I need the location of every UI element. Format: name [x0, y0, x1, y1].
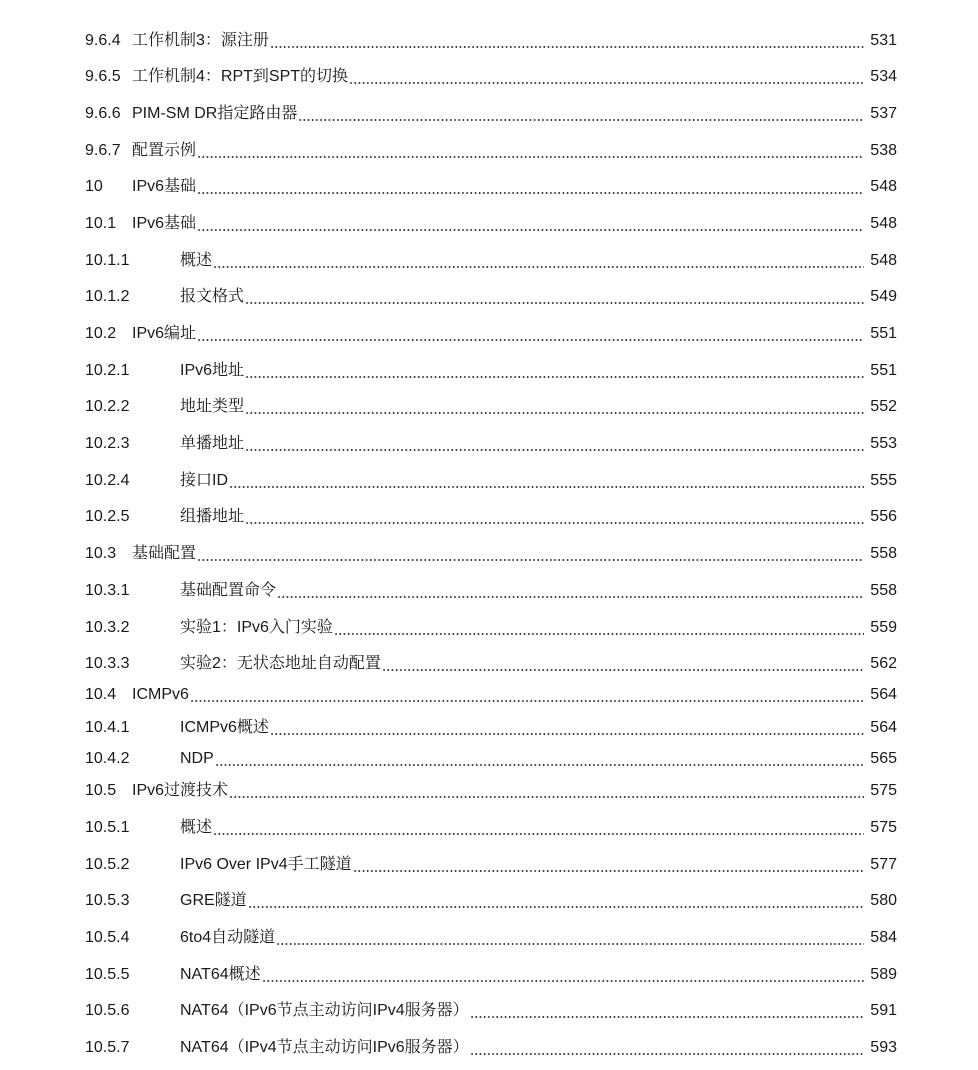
toc-entry-page: 558: [870, 582, 897, 599]
toc-entry-10-2-4[interactable]: [85, 469, 897, 493]
toc-entry-page: 538: [870, 142, 897, 159]
toc-entry-title: IPv6基础: [132, 178, 197, 195]
toc-entry-page: 565: [870, 750, 897, 767]
toc-entry-title: 基础配置命令: [180, 582, 277, 599]
toc-entry-title: NAT64概述: [180, 966, 261, 983]
toc-entry-number: 10.5.3: [85, 892, 130, 909]
toc-entry-number: 10.5.2: [85, 856, 130, 873]
toc-entry-title: 概述: [180, 819, 213, 836]
dot-leader: [213, 816, 864, 840]
toc-entry-title: NDP: [180, 750, 214, 767]
toc-entry-number: 10.2.2: [85, 398, 130, 415]
toc-entry-9-6-5[interactable]: [85, 65, 897, 89]
toc-entry-10-2-3[interactable]: [85, 432, 897, 456]
toc-entry-title: ICMPv6: [132, 686, 189, 703]
dot-leader: [245, 395, 864, 419]
toc-entry-title: IPv6 Over IPv4手工隧道: [180, 856, 352, 873]
dot-leader: [229, 469, 864, 493]
toc-entry-page: 551: [870, 362, 897, 379]
toc-entry-title: 配置示例: [132, 142, 197, 159]
toc-entry-number: 10.2.4: [85, 472, 130, 489]
dot-leader: [270, 29, 864, 53]
toc-entry-page: 548: [870, 252, 897, 269]
toc-entry-number: 10.1: [85, 215, 117, 232]
toc-entry-number: 10.4.1: [85, 719, 130, 736]
toc-entry-10-4[interactable]: [85, 683, 897, 707]
toc-entry-page: 580: [870, 892, 897, 909]
toc-entry-page: 589: [870, 966, 897, 983]
toc-entry-number: 10.2.1: [85, 362, 130, 379]
toc-entry-page: 584: [870, 929, 897, 946]
dot-leader: [334, 616, 864, 640]
toc-entry-number: 9.6.4: [85, 32, 121, 49]
toc-entry-10-3-2[interactable]: [85, 616, 897, 640]
toc-entry-number: 10.2.3: [85, 435, 130, 452]
dot-leader: [213, 249, 864, 273]
toc-entry-page: 551: [870, 325, 897, 342]
dot-leader: [277, 579, 864, 603]
toc-entry-title: IPv6地址: [180, 362, 245, 379]
toc-entry-10-5-2[interactable]: [85, 853, 897, 877]
toc-entry-page: 559: [870, 619, 897, 636]
toc-entry-title: 组播地址: [180, 508, 245, 525]
toc-entry-title: IPv6过渡技术: [132, 782, 229, 799]
toc-entry-page: 556: [870, 508, 897, 525]
toc-entry-title: IPv6基础: [132, 215, 197, 232]
toc-entry-number: 10: [85, 178, 103, 195]
dot-leader: [270, 716, 864, 740]
toc-entry-number: 10.2: [85, 325, 117, 342]
toc-entry-10-5-5[interactable]: [85, 963, 897, 987]
toc-entry-title: 接口ID: [180, 472, 229, 489]
toc-entry-10-4-1[interactable]: [85, 716, 897, 740]
toc-entry-9-6-7[interactable]: [85, 139, 897, 163]
dot-leader: [470, 1036, 864, 1060]
toc-entry-10-2[interactable]: [85, 322, 897, 346]
dot-leader: [229, 779, 864, 803]
toc-entry-title: 报文格式: [180, 288, 245, 305]
dot-leader: [197, 212, 864, 236]
toc-entry-page: 558: [870, 545, 897, 562]
dot-leader: [197, 542, 864, 566]
toc-entry-number: 10.1.2: [85, 288, 130, 305]
toc-entry-9-6-4[interactable]: [85, 29, 897, 53]
dot-leader: [245, 505, 864, 529]
toc-entry-number: 10.5.5: [85, 966, 130, 983]
dot-leader: [197, 139, 864, 163]
toc-entry-10-4-2[interactable]: [85, 747, 897, 771]
dot-leader: [245, 359, 864, 383]
dot-leader: [349, 65, 864, 89]
toc-entry-9-6-6[interactable]: [85, 102, 897, 126]
dot-leader: [197, 322, 864, 346]
toc-entry-number: 9.6.6: [85, 105, 121, 122]
toc-entry-number: 10.3.3: [85, 655, 130, 672]
toc-entry-number: 10.5.6: [85, 1002, 130, 1019]
toc-entry-title: NAT64（IPv6节点主动访问IPv4服务器）: [180, 1002, 469, 1019]
dot-leader: [470, 999, 864, 1023]
toc-entry-10-2-2[interactable]: [85, 395, 897, 419]
toc-entry-title: 实验2：无状态地址自动配置: [180, 655, 381, 672]
toc-entry-title: IPv6编址: [132, 325, 197, 342]
toc-entry-10-3-1[interactable]: [85, 579, 897, 603]
dot-leader: [276, 926, 864, 950]
toc-entry-10-5-6[interactable]: [85, 999, 897, 1023]
toc-entry-number: 10.3.2: [85, 619, 130, 636]
dot-leader: [353, 853, 864, 877]
toc-entry-number: 10.5.7: [85, 1039, 130, 1056]
toc-entry-number: 9.6.7: [85, 142, 121, 159]
toc-entry-page: 577: [870, 856, 897, 873]
toc-entry-10-5-3[interactable]: [85, 889, 897, 913]
toc-entry-title: PIM-SM DR指定路由器: [132, 105, 298, 122]
toc-entry-number: 10.5.1: [85, 819, 130, 836]
toc-entry-page: 575: [870, 782, 897, 799]
toc-entry-page: 593: [870, 1039, 897, 1056]
toc-entry-title: NAT64（IPv4节点主动访问IPv6服务器）: [180, 1039, 469, 1056]
toc-entry-title: 6to4自动隧道: [180, 929, 276, 946]
toc-entry-10-5-7[interactable]: [85, 1036, 897, 1060]
toc-entry-page: 555: [870, 472, 897, 489]
toc-entry-title: ICMPv6概述: [180, 719, 269, 736]
toc-entry-page: 548: [870, 178, 897, 195]
toc-entry-number: 10.5: [85, 782, 117, 799]
dot-leader: [262, 963, 864, 987]
toc-entry-title: GRE隧道: [180, 892, 247, 909]
toc-entry-page: 564: [870, 686, 897, 703]
dot-leader: [215, 747, 864, 771]
toc-entry-number: 10.4: [85, 686, 117, 703]
toc-entry-title: 工作机制4：RPT到SPT的切换: [132, 68, 349, 85]
dot-leader: [190, 683, 864, 707]
toc-entry-page: 562: [870, 655, 897, 672]
toc-entry-number: 10.1.1: [85, 252, 130, 269]
toc-entry-title: 概述: [180, 252, 213, 269]
toc-entry-number: 10.4.2: [85, 750, 130, 767]
dot-leader: [382, 652, 864, 676]
toc-entry-title: 工作机制3：源注册: [132, 32, 269, 49]
toc-entry-page: 549: [870, 288, 897, 305]
toc-entry-page: 534: [870, 68, 897, 85]
toc-entry-10-5-4[interactable]: [85, 926, 897, 950]
toc-entry-title: 实验1：IPv6入门实验: [180, 619, 333, 636]
toc-entry-10-1[interactable]: [85, 212, 897, 236]
toc-entry-number: 9.6.5: [85, 68, 121, 85]
dot-leader: [245, 285, 864, 309]
toc-entry-page: 537: [870, 105, 897, 122]
dot-leader: [248, 889, 864, 913]
toc-entry-number: 10.5.4: [85, 929, 130, 946]
toc-entry-page: 553: [870, 435, 897, 452]
toc-entry-title: 单播地址: [180, 435, 245, 452]
toc-entry-10-5-1[interactable]: [85, 816, 897, 840]
toc-entry-10-1-1[interactable]: [85, 249, 897, 273]
toc-entry-10-2-1[interactable]: [85, 359, 897, 383]
dot-leader: [245, 432, 864, 456]
toc-entry-page: 548: [870, 215, 897, 232]
toc-entry-10-3-3[interactable]: [85, 652, 897, 676]
toc-entry-10-2-5[interactable]: [85, 505, 897, 529]
toc-entry-title: 地址类型: [180, 398, 245, 415]
toc-entry-page: 531: [870, 32, 897, 49]
toc-entry-number: 10.3: [85, 545, 117, 562]
toc-entry-page: 591: [870, 1002, 897, 1019]
toc-entry-page: 575: [870, 819, 897, 836]
dot-leader: [298, 102, 864, 126]
dot-leader: [197, 175, 864, 199]
toc-entry-10-1-2[interactable]: [85, 285, 897, 309]
toc-entry-page: 552: [870, 398, 897, 415]
toc-entry-title: 基础配置: [132, 545, 197, 562]
toc-entry-number: 10.2.5: [85, 508, 130, 525]
toc-entry-10-3[interactable]: [85, 542, 897, 566]
toc-entry-page: 564: [870, 719, 897, 736]
toc-entry-number: 10.3.1: [85, 582, 130, 599]
toc-entry-10[interactable]: [85, 175, 897, 199]
toc-entry-10-5[interactable]: [85, 779, 897, 803]
